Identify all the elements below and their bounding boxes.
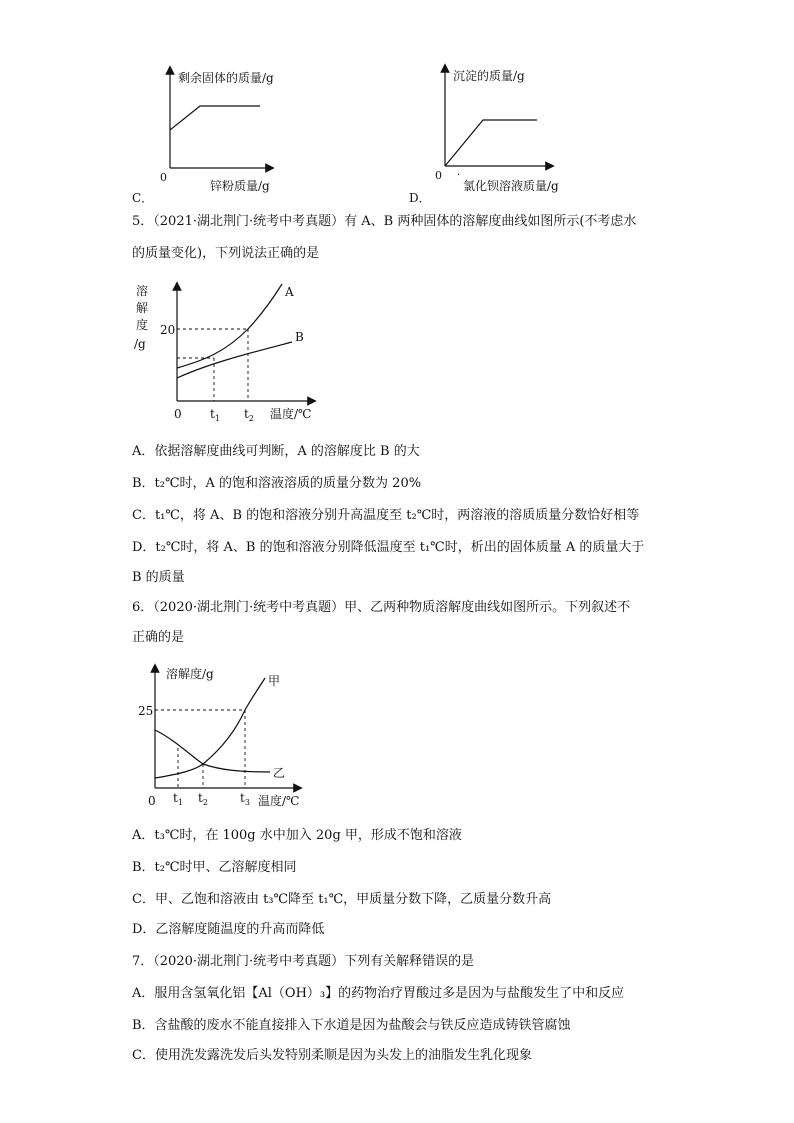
curve-yi-label: 乙 (273, 766, 286, 780)
graph-c (130, 60, 300, 210)
precipitate-line (445, 120, 537, 166)
q5-option-a: A．依据溶解度曲线可判断，A 的溶解度比 B 的大 (132, 444, 420, 459)
curve-b-label: B (295, 330, 304, 344)
option-letter-d: D． (409, 191, 431, 205)
q5-solubility-graph (130, 278, 340, 428)
q6-solubility-graph (130, 660, 330, 810)
q7-stem: 7．（2020·湖北荆门·统考中考真题）下列有关解释错误的是 (132, 954, 475, 969)
q6-stem-line1: 6．（2020·湖北荆门·统考中考真题）甲、乙两种物质溶解度曲线如图所示。下列叙述不 (132, 600, 631, 615)
t3-label: $t_3$ (240, 791, 250, 807)
curve-b (177, 342, 292, 378)
t1-label: $t_1$ (173, 791, 183, 807)
q6-stem-line2: 正确的是 (132, 630, 185, 645)
q5-option-c: C．t₁℃，将 A、B 的饱和溶液分别升高温度至 t₂℃时，两溶液的溶质质量分数恰好相等 (132, 508, 640, 523)
y-axis-label: 溶解度/g (166, 667, 214, 681)
t2-label: $t_2$ (198, 791, 208, 807)
q5-option-d-line1: D．t₂℃时，将 A、B 的饱和溶液分别降低温度至 t₁℃时，析出的固体质量 A 的质量大于 (132, 540, 645, 555)
curve-jia-label: 甲 (268, 674, 281, 688)
origin-label: 0 (174, 407, 182, 421)
t2-label: $t_2$ (244, 407, 254, 423)
curve-yi (155, 730, 270, 772)
y-axis-label: 沉淀的质量/g (453, 69, 525, 83)
q6-option-d: D．乙溶解度随温度的升高而降低 (132, 922, 325, 937)
origin-label: 0 (160, 171, 167, 184)
y-axis-label-char-2: 解 (136, 301, 149, 315)
curve-a-label: A (285, 285, 294, 299)
option-letter-c: C． (132, 191, 154, 205)
q5-stem-line1: 5．（2021·湖北荆门·统考中考真题）有 A、B 两种固体的溶解度曲线如图所示(不考虑水 (132, 214, 637, 229)
mass-line (170, 106, 260, 130)
q6-option-c: C．甲、乙饱和溶液由 t₃℃降至 t₁℃，甲质量分数下降，乙质量分数升高 (132, 892, 552, 907)
t1-label: $t_1$ (210, 407, 220, 423)
tick-mark: · (457, 170, 461, 181)
curve-a (177, 284, 282, 368)
q5-stem-line2: 的质量变化)，下列说法正确的是 (132, 246, 320, 261)
q6-option-a: A．t₃℃时，在 100g 水中加入 20g 甲，形成不饱和溶液 (132, 828, 462, 843)
q6-option-b: B．t₂℃时甲、乙溶解度相同 (132, 860, 297, 875)
x-axis-label: 氯化钡溶液质量/g (463, 179, 559, 193)
y-axis-label-char-1: 溶 (136, 284, 149, 298)
q7-option-c: C．使用洗发露洗发后头发特别柔顺是因为头发上的油脂发生乳化现象 (132, 1048, 532, 1063)
q5-option-b: B．t₂℃时，A 的饱和溶液溶质的质量分数为 20% (132, 476, 422, 491)
q7-option-a: A．服用含氢氧化铝【Al（OH）₃】的药物治疗胃酸过多是因为与盐酸发生了中和反应 (132, 986, 625, 1001)
curve-jia (155, 678, 265, 778)
q5-option-d-line2: B 的质量 (132, 570, 185, 585)
y-tick-25: 25 (138, 704, 154, 718)
y-axis-label-char-4: /g (134, 337, 146, 351)
y-tick-20: 20 (160, 323, 176, 337)
x-axis-label: 温度/℃ (258, 794, 300, 808)
graph-d (405, 60, 595, 210)
y-axis-label: 剩余固体的质量/g (178, 71, 274, 85)
y-axis-label-char-3: 度 (136, 318, 149, 332)
origin-label: 0 (148, 794, 156, 808)
x-axis-label: 锌粉质量/g (210, 179, 270, 193)
q7-option-b: B．含盐酸的废水不能直接排入下水道是因为盐酸会与铁反应造成铸铁管腐蚀 (132, 1018, 571, 1033)
origin-label: 0 (435, 169, 442, 182)
x-axis-label: 温度/℃ (270, 407, 312, 421)
